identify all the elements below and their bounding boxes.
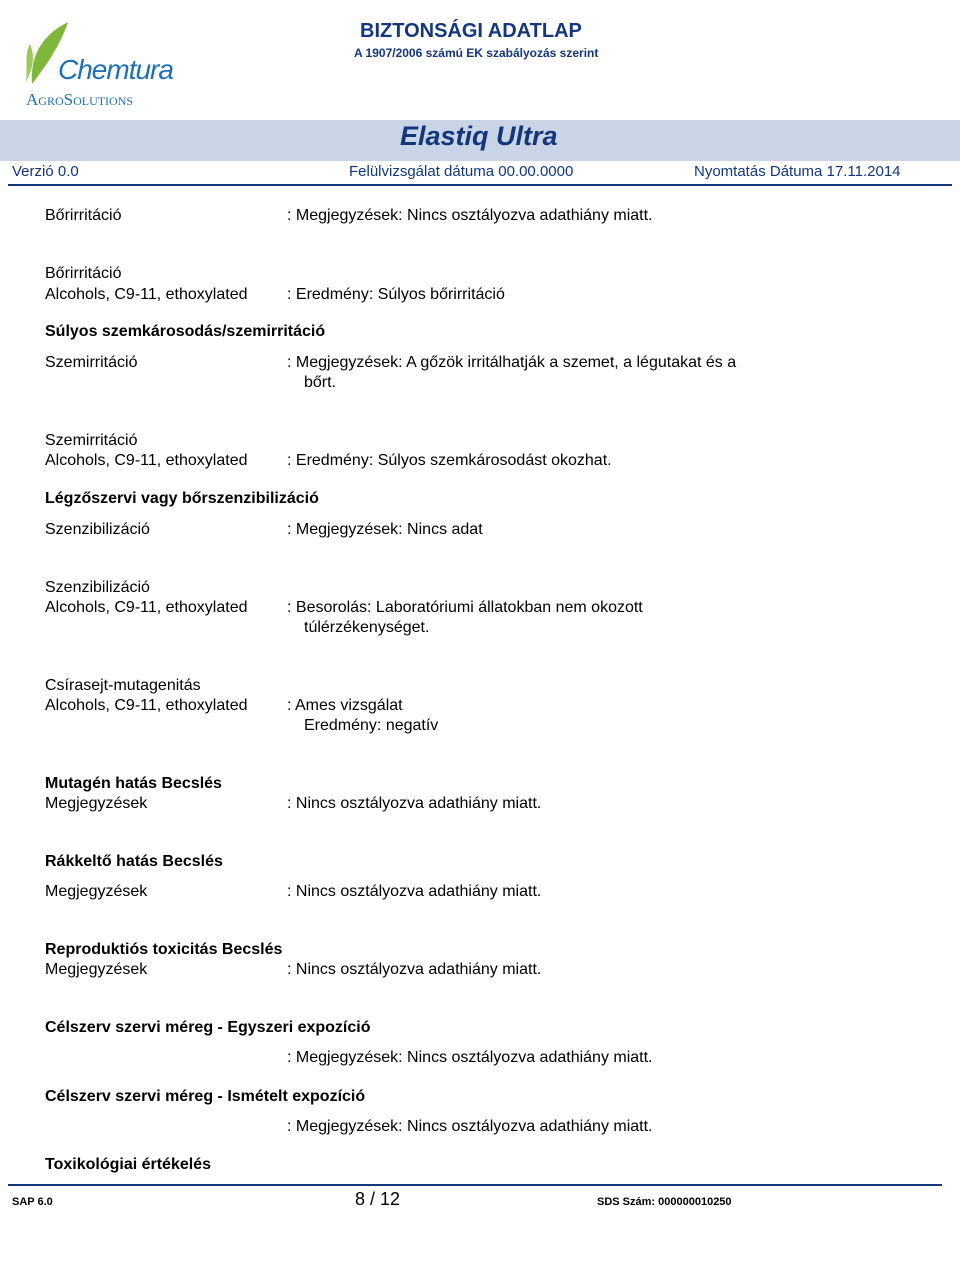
notes-label: Megjegyzések	[45, 961, 148, 978]
sds-number: SDS Szám: 000000010250	[597, 1196, 732, 1208]
substance-name: Alcohols, C9-11, ethoxylated	[45, 697, 248, 714]
header-rule	[8, 184, 952, 186]
section-heading-sensitization: Légzőszervi vagy bőrszenzibilizáció	[45, 490, 319, 507]
sensitization-label: Szenzibilizáció	[45, 521, 150, 538]
stot-repeat-value: : Megjegyzések: Nincs osztályozva adathiány miatt.	[287, 1118, 653, 1135]
section-heading-stot-single: Célszerv szervi méreg - Egyszeri expozíció	[45, 1019, 371, 1036]
skin-irritation-value: : Megjegyzések: Nincs osztályozva adathiány miatt.	[287, 207, 653, 224]
section-heading-reproductive: Reproduktiós toxicitás Becslés	[45, 941, 283, 958]
mutagenicity-result: Eredmény: negatív	[304, 717, 439, 734]
revision-date: Felülvizsgálat dátuma 00.00.0000	[349, 163, 574, 180]
section-heading-eye: Súlyos szemkárosodás/szemirritáció	[45, 323, 326, 340]
section-heading-carcinogenic: Rákkeltő hatás Becslés	[45, 853, 223, 870]
document-subtitle: A 1907/2006 számú EK szabályozás szerint	[354, 46, 599, 60]
document-title: BIZTONSÁGI ADATLAP	[360, 20, 582, 42]
stot-single-value: : Megjegyzések: Nincs osztályozva adathiány miatt.	[287, 1049, 653, 1066]
section-heading-toxicological: Toxikológiai értékelés	[45, 1156, 211, 1173]
mutagenicity-label: Csírasejt-mutagenitás	[45, 677, 201, 694]
sensitization-label-2: Szenzibilizáció	[45, 579, 150, 596]
notes-value: : Nincs osztályozva adathiány miatt.	[287, 795, 542, 812]
mutagenicity-test: : Ames vizsgálat	[287, 697, 403, 714]
skin-irritation-label: Bőrirritáció	[45, 207, 122, 224]
notes-label: Megjegyzések	[45, 795, 148, 812]
skin-irritation-label-2: Bőrirritáció	[45, 265, 122, 282]
eye-irritation-label-2: Szemirritáció	[45, 432, 138, 449]
sensitization-result: : Besorolás: Laboratóriumi állatokban nem okozott	[287, 599, 643, 616]
product-name: Elastiq Ultra	[400, 121, 558, 151]
company-logo	[18, 14, 173, 114]
footer-rule	[8, 1184, 942, 1186]
eye-irritation-result: : Eredmény: Súlyos szemkárosodást okozhat.	[287, 452, 612, 469]
section-heading-stot-repeat: Célszerv szervi méreg - Ismételt expozíció	[45, 1088, 366, 1105]
version-text: Verzió 0.0	[12, 163, 79, 180]
eye-irritation-label: Szemirritáció	[45, 354, 138, 371]
eye-irritation-value-cont: bőrt.	[304, 374, 337, 391]
section-heading-mutagenic: Mutagén hatás Becslés	[45, 775, 222, 792]
substance-name: Alcohols, C9-11, ethoxylated	[45, 599, 248, 616]
notes-label: Megjegyzések	[45, 883, 148, 900]
logo-main-text: Chemtura	[58, 54, 173, 85]
skin-irritation-result: : Eredmény: Súlyos bőrirritáció	[287, 286, 505, 303]
eye-irritation-value: : Megjegyzések: A gőzök irritálhatják a szemet, a légutakat és a	[287, 354, 737, 371]
print-date: Nyomtatás Dátuma 17.11.2014	[694, 163, 901, 180]
substance-name: Alcohols, C9-11, ethoxylated	[45, 286, 248, 303]
logo-sub-text: AgroSolutions	[26, 90, 134, 109]
sap-version: SAP 6.0	[12, 1196, 53, 1208]
page-number: 8 / 12	[355, 1189, 401, 1209]
substance-name: Alcohols, C9-11, ethoxylated	[45, 452, 248, 469]
notes-value: : Nincs osztályozva adathiány miatt.	[287, 961, 542, 978]
sensitization-result-cont: túlérzékenységet.	[304, 619, 430, 636]
sensitization-value: : Megjegyzések: Nincs adat	[287, 521, 483, 538]
notes-value: : Nincs osztályozva adathiány miatt.	[287, 883, 542, 900]
